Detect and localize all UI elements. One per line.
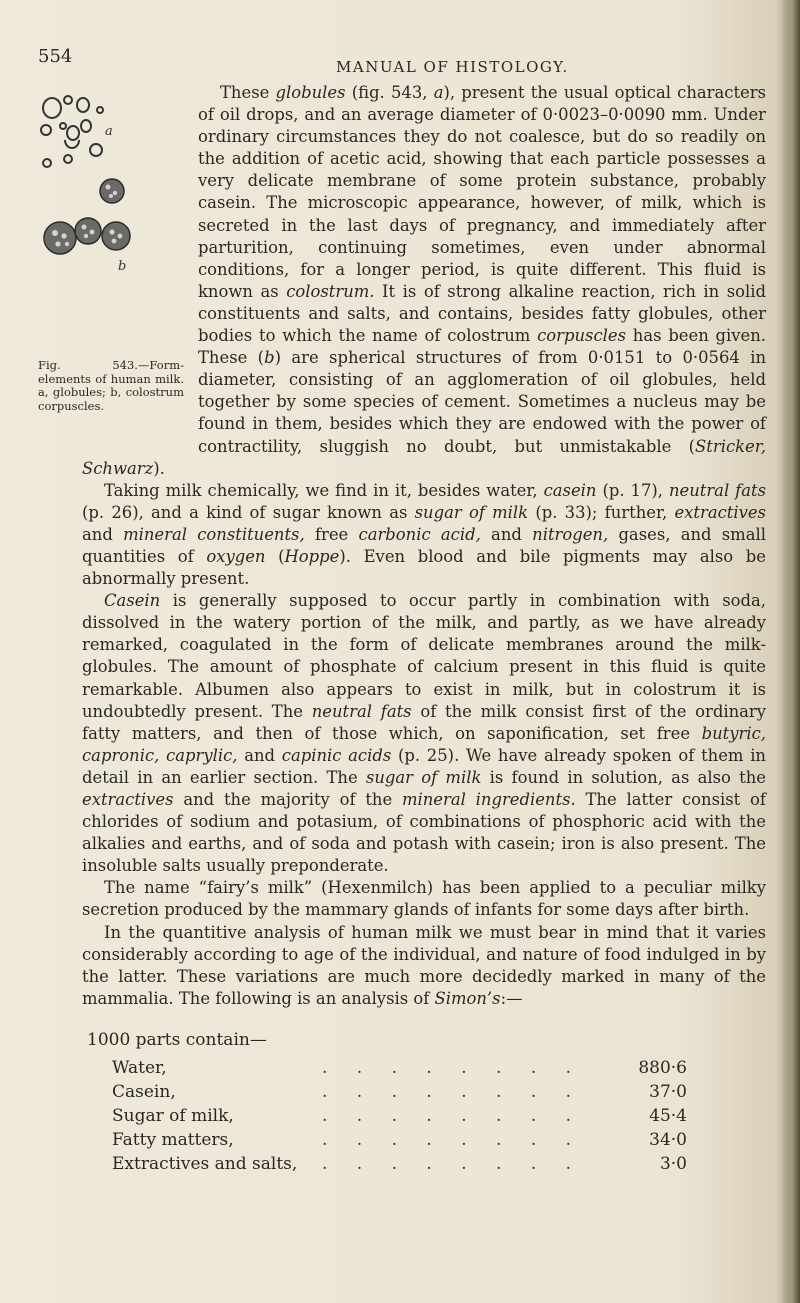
text-run: (fig. 543, <box>345 83 434 102</box>
italic-run: Casein <box>104 591 161 611</box>
italic-run: corpuscles <box>537 326 627 346</box>
analysis-row <box>112 1130 687 1154</box>
figure-543 <box>38 86 188 446</box>
figure-caption: Fig. 543.—Form-elements of human milk. a, globules; b, colostrum corpuscles. <box>38 358 184 413</box>
text-run: Taking milk chemically, we find in it, besides water, <box>104 480 544 500</box>
analysis-label: Water, <box>112 1058 167 1078</box>
analysis-value: 45·4 <box>649 1106 687 1126</box>
paragraph <box>38 82 767 480</box>
italic-run: extractives <box>82 790 174 809</box>
analysis-value: 3·0 <box>659 1154 687 1174</box>
italic-run: neutral fats <box>668 480 767 500</box>
text-run: :— <box>500 988 523 1008</box>
paragraph <box>82 480 766 590</box>
figure-label-a: a <box>105 124 113 139</box>
analysis-value: 880·6 <box>638 1058 687 1078</box>
italic-run: mineral ingredients. <box>401 790 576 809</box>
text-run: gases, and small quantities of <box>82 524 766 566</box>
analysis-heading: 1000 parts contain— <box>87 1030 267 1050</box>
milk-elements-illustration <box>38 86 188 356</box>
text-run: (p. 33); further, <box>528 502 675 522</box>
text-run: ) are spherical structures of from 0·0151 to 0·0564 in diameter, consisting of an agglomeration of oil globules, held together by some species of cement. Sometimes a nucleus may be found in them, besides which they are endowed with the power of contractility, sluggish no doubt, but unmistakable ( <box>198 348 766 456</box>
figure-label-b: b <box>118 259 127 274</box>
paragraph <box>82 922 766 1010</box>
text-run: and <box>82 524 124 544</box>
italic-run: extractives <box>674 502 766 522</box>
analysis-row <box>112 1154 687 1178</box>
italic-run: Stricker, Schwarz <box>82 436 766 478</box>
text-run: is found in solution, as also the <box>481 767 766 787</box>
analysis-value: 37·0 <box>649 1082 687 1102</box>
text-run: In the quantitive analysis of human milk we must bear in mind that it varies considerably according to age of the individual, and nature of food indulged in by the latter. These variations are much more decidedly marked in many of the mammalia. The following is an analysis of <box>82 922 766 1008</box>
paragraph <box>82 877 766 921</box>
italic-run: butyric, capronic, caprylic, <box>82 723 766 765</box>
italic-run: capinic acids <box>281 745 392 765</box>
italic-run: colostrum. <box>286 281 375 301</box>
analysis-value: 34·0 <box>649 1130 687 1150</box>
body-text <box>38 82 767 1010</box>
analysis-label: Fatty matters, <box>112 1130 234 1150</box>
italic-run: nitrogen, <box>532 524 609 544</box>
italic-run: mineral constituents, <box>123 524 305 544</box>
text-run: ( <box>265 546 285 566</box>
text-run: These <box>220 83 276 102</box>
text-run: has been given. These ( <box>198 326 767 368</box>
analysis-label: Sugar of milk, <box>112 1106 234 1126</box>
page-number: 554 <box>38 46 73 67</box>
text-run: (p. 26), and a kind of sugar known as <box>82 502 415 522</box>
text-run: and <box>237 745 282 765</box>
running-title: MANUAL OF HISTOLOGY. <box>336 58 569 76</box>
text-run: free <box>304 524 359 544</box>
italic-run: Hoppe <box>284 546 340 566</box>
analysis-row <box>112 1058 687 1082</box>
text-run: ). Even blood and bile pigments may also be abnormally present. <box>82 546 766 589</box>
paragraph <box>82 590 766 877</box>
text-run: is generally supposed to occur partly in combination with soda, dissolved in the watery portion of the milk, and partly, as we have already remarked, coagulated in the form of delicate membranes around the milk-globules. The amount of phosphate of calcium present in this fluid is quite remarkable. Albumen also appears to exist in milk, but in colostrum it is undoubtedly present. The <box>82 591 766 721</box>
text-run: (p. 17), <box>596 480 669 500</box>
analysis-row <box>112 1106 687 1130</box>
text-run: and <box>480 524 533 544</box>
leader-dots: . . . . . . . . <box>322 1130 584 1150</box>
leader-dots: . . . . . . . . <box>322 1082 584 1102</box>
italic-run: b <box>264 348 275 368</box>
italic-run: sugar of milk <box>365 767 482 787</box>
leader-dots: . . . . . . . . <box>322 1154 584 1174</box>
leader-dots: . . . . . . . . <box>322 1058 584 1078</box>
italic-run: casein <box>543 480 597 500</box>
text-run: (p. 25). We have already spoken of them in detail in an earlier section. The <box>82 745 766 787</box>
italic-run: neutral fats <box>311 701 412 721</box>
italic-run: sugar of milk <box>414 502 529 522</box>
analysis-label: Extractives and salts, <box>112 1154 298 1174</box>
italic-run: carbonic acid, <box>358 524 481 544</box>
milk-analysis-table <box>0 1030 800 1270</box>
text-run: ), present the usual optical characters of oil drops, and an average diameter of 0·0023–0·0090 mm. Under ordinary circumstances they do not coalesce, but do so readily on the addition of acetic acid, showing that each particle possesses a very delicate membrane of some protein substance, probably casein. The microscopic appearance, however, of milk, which is secreted in the last days of pregnancy, and immediately after parturition, continuing sometimes, even under abnormal conditions, for a longer period, is quite different. This fluid is known as <box>198 83 766 301</box>
analysis-label: Casein, <box>112 1082 176 1102</box>
italic-run: globules <box>275 83 346 102</box>
leader-dots: . . . . . . . . <box>322 1106 584 1126</box>
text-run: The name “fairy’s milk” (Hexenmilch) has been applied to a peculiar milky secretion produced by the mammary glands of infants for some days after birth. <box>82 878 766 920</box>
text-run: It is of strong alkaline reaction, rich in solid constituents and salts, and contains, besides fatty globules, other bodies to which the name of colostrum <box>198 281 766 346</box>
italic-run: Simon’s <box>434 988 501 1008</box>
italic-run: oxygen <box>206 546 266 566</box>
italic-run: a <box>433 83 444 102</box>
text-run: and the majority of the <box>173 790 402 809</box>
analysis-row <box>112 1082 687 1106</box>
text-run: ). <box>153 458 165 478</box>
text-run: of the milk consist first of the ordinary fatty matters, and then of those which, on saponification, set free <box>82 701 767 743</box>
text-run: The latter consist of chlorides of sodium and potasium, of combinations of phosphoric acid with the alkalies and earths, and of soda and potash with casein; iron is also present. The insoluble salts usually preponderate. <box>82 790 766 876</box>
